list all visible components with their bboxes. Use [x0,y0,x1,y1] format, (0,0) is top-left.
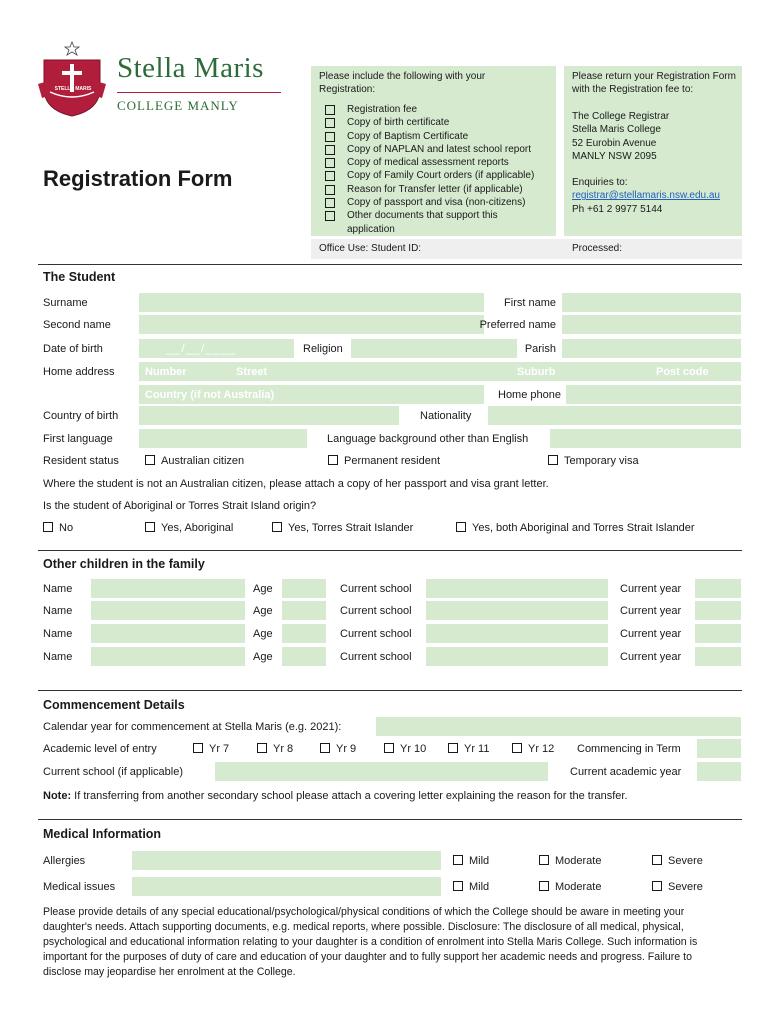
origin-option-both[interactable] [456,522,695,534]
address-number-placeholder: Number [145,366,187,378]
option-label: Yr 9 [336,743,357,755]
address-line: 52 Eurobin Avenue [572,137,657,149]
year-option-10[interactable] [384,743,426,755]
address-suburb-placeholder: Suburb [517,366,556,378]
surname-field[interactable] [139,293,484,312]
child-age-field[interactable] [282,601,326,620]
child-name-label: Name [43,651,73,663]
child-year-label: Current year [620,583,682,595]
checkbox-icon [384,743,394,753]
option-label: Yr 10 [400,743,427,755]
option-label: Yr 8 [273,743,294,755]
year-option-8[interactable] [257,743,293,755]
disclosure-paragraph: Please provide details of any special educational/psychological/physical conditions of which the College should be aware in meeting your daughter's needs. Attach supporting documents, e.g. medical reports, where possible. Disclosure: The disclosure of all medical, physical, psychological and educational information relating to your daughter is a condition of enrolment into Stella Maris College. Such information is important for the purposes of duty of care and education of your daughter and to fully support her academic needs and progress. Failure to disclose may jeopardise her enrolment at the College. [43,906,698,978]
child-name-field[interactable] [91,601,245,620]
option-label: Yr 11 [464,743,490,755]
country-of-birth-label: Country of birth [43,410,119,422]
checkbox-icon [325,171,335,181]
section-title-commencement: Commencement Details [43,698,185,712]
email-link[interactable]: registrar@stellamaris.nsw.edu.au [572,190,720,201]
child-name-label: Name [43,583,73,595]
allergies-field[interactable] [132,851,441,870]
origin-question: Is the student of Aboriginal or Torres Strait Island origin? [43,500,317,512]
checkbox-icon [145,455,155,465]
list-item-label: Reason for Transfer letter (if applicable) [347,183,523,195]
child-age-label: Age [253,583,273,595]
option-label: Moderate [555,881,602,893]
child-age-label: Age [253,605,273,617]
address-postcode-placeholder: Post code [656,366,709,378]
option-label: Yes, Torres Strait Islander [288,522,414,534]
current-school-label: Current school (if applicable) [43,766,184,778]
list-item-label: Copy of NAPLAN and latest school report [347,143,531,155]
child-year-label: Current year [620,605,682,617]
checkbox-icon [652,855,662,865]
include-intro: Please include the following with your Registration: [319,71,486,95]
child-year-label: Current year [620,651,682,663]
child-school-label: Current school [340,583,412,595]
issues-mild-option[interactable] [453,881,489,893]
current-school-field[interactable] [215,762,548,781]
list-item-label: Copy of passport and visa (non-citizens) [347,197,526,209]
child-age-label: Age [253,628,273,640]
child-school-field[interactable] [426,601,608,620]
child-name-field[interactable] [91,624,245,643]
year-option-12[interactable] [512,743,554,755]
address-country-placeholder: Country (if not Australia) [145,389,275,401]
list-item-label: Other documents that support this application [347,210,498,235]
list-item[interactable] [325,209,551,236]
enquiries-label: Enquiries to: [572,177,628,188]
include-list [325,103,551,236]
origin-option-torres[interactable] [272,522,413,534]
child-age-field[interactable] [282,579,326,598]
school-subtitle: COLLEGE MANLY [117,98,239,113]
child-year-field[interactable] [695,579,741,598]
dob-placeholder: __/__/____ [166,341,237,355]
current-academic-year-field[interactable] [697,762,741,781]
calendar-year-field[interactable] [376,717,741,736]
nationality-field[interactable] [488,406,741,425]
checkbox-icon [652,881,662,891]
child-name-label: Name [43,605,73,617]
checkbox-icon [453,881,463,891]
form-title: Registration Form [43,166,233,191]
list-item-label: Copy of Baptism Certificate [347,130,469,142]
checkbox-icon [539,855,549,865]
dob-label: Date of birth [43,343,103,355]
office-student-id-label: Office Use: Student ID: [319,243,422,254]
option-label: Yr 7 [209,743,230,755]
religion-field[interactable] [351,339,517,358]
option-label: Mild [469,881,490,893]
checkbox-icon [453,855,463,865]
child-school-label: Current school [340,605,412,617]
checkbox-icon [325,132,335,142]
year-option-11[interactable] [448,743,489,755]
return-address [572,110,669,163]
parish-label: Parish [524,343,556,355]
issues-moderate-option[interactable] [539,881,601,893]
checkbox-icon [145,522,155,532]
divider [38,819,742,820]
child-school-field[interactable] [426,579,608,598]
child-year-field[interactable] [695,601,741,620]
option-label: Yes, Aboriginal [161,522,234,534]
second-name-field[interactable] [139,315,484,334]
checkbox-icon [328,455,338,465]
address-street-placeholder: Street [236,366,268,378]
child-name-label: Name [43,628,73,640]
preferred-name-label: Preferred name [479,319,556,331]
religion-label: Religion [303,343,343,355]
second-name-label: Second name [43,319,111,331]
list-item-label: Copy of medical assessment reports [347,157,509,169]
checkbox-icon [272,522,282,532]
checkbox-icon [257,743,267,753]
child-school-field[interactable] [426,647,608,666]
option-label: Temporary visa [564,455,639,467]
first-language-field[interactable] [139,429,307,448]
child-year-field[interactable] [695,647,741,666]
option-label: Permanent resident [344,455,440,467]
checkbox-icon [325,158,335,168]
checkbox-icon [456,522,466,532]
transfer-note [43,790,628,802]
checkbox-icon [43,522,53,532]
resident-option-permanent[interactable] [328,455,440,467]
checkbox-icon [193,743,203,753]
origin-option-no[interactable] [43,522,73,534]
option-label: Mild [469,855,490,867]
list-item[interactable] [325,156,551,169]
checkbox-icon [448,743,458,753]
child-age-label: Age [253,651,273,663]
year-option-7[interactable] [193,743,229,755]
resident-option-temporary[interactable] [548,455,639,467]
parish-field[interactable] [562,339,741,358]
origin-option-aboriginal[interactable] [145,522,233,534]
return-box [564,66,742,236]
commencing-term-label: Commencing in Term [577,743,681,755]
divider [38,690,742,691]
return-intro: Please return your Registration Form with the Registration fee to: [572,71,736,95]
child-year-field[interactable] [695,624,741,643]
medical-issues-label: Medical issues [43,881,116,893]
resident-status-label: Resident status [43,455,119,467]
list-item-label: Copy of birth certificate [347,117,450,129]
header-rule [117,92,281,93]
home-address-label: Home address [43,366,115,378]
child-school-label: Current school [340,628,412,640]
address-line-field[interactable] [139,362,741,381]
checkbox-icon [325,105,335,115]
option-label: Severe [668,881,703,893]
passport-note: Where the student is not an Australian citizen, please attach a copy of her passport and visa grant letter. [43,478,549,490]
child-year-label: Current year [620,628,682,640]
option-label: Severe [668,855,703,867]
list-item[interactable] [325,169,551,182]
option-label: Yes, both Aboriginal and Torres Strait Islander [472,522,695,534]
note-bold: Note: [43,790,72,802]
child-school-field[interactable] [426,624,608,643]
child-name-field[interactable] [91,579,245,598]
allergies-mild-option[interactable] [453,855,489,867]
address-line: Stella Maris College [572,124,661,136]
first-name-field[interactable] [562,293,741,312]
current-academic-year-label: Current academic year [570,766,682,778]
list-item[interactable] [325,130,551,143]
child-name-field[interactable] [91,647,245,666]
home-phone-label: Home phone [498,389,561,401]
academic-level-label: Academic level of entry [43,743,157,755]
office-processed-label: Processed: [572,243,623,254]
list-item[interactable] [325,103,551,116]
child-age-field[interactable] [282,624,326,643]
first-name-label: First name [504,297,556,309]
list-item-label: Copy of Family Court orders (if applicable) [347,170,535,182]
section-title-children: Other children in the family [43,557,205,571]
surname-label: Surname [43,297,88,309]
language-background-label: Language background other than English [327,433,529,445]
crest-motto: STELLA MARIS [54,86,92,92]
preferred-name-field[interactable] [562,315,741,334]
home-phone-field[interactable] [566,385,741,404]
list-item[interactable] [325,116,551,129]
option-label: No [59,522,74,534]
list-item[interactable] [325,196,551,209]
country-of-birth-field[interactable] [139,406,399,425]
year-option-9[interactable] [320,743,356,755]
child-school-label: Current school [340,651,412,663]
checkbox-icon [325,185,335,195]
checkbox-icon [325,118,335,128]
phone-number: Ph +61 2 9977 5144 [572,204,663,215]
checkbox-icon [325,211,335,221]
option-label: Moderate [555,855,602,867]
checkbox-icon [548,455,558,465]
language-background-field[interactable] [550,429,741,448]
divider [38,264,742,265]
medical-issues-field[interactable] [132,877,441,896]
checkbox-icon [512,743,522,753]
option-label: Yr 12 [528,743,555,755]
resident-option-citizen[interactable] [145,455,244,467]
section-title-medical: Medical Information [43,827,162,841]
allergies-moderate-option[interactable] [539,855,601,867]
checkbox-icon [320,743,330,753]
school-crest [36,40,108,118]
note-text: If transferring from another secondary school please attach a covering letter explaining the reason for the transfer. [71,790,628,802]
school-name: Stella Maris [117,52,264,84]
commencing-term-field[interactable] [697,739,741,758]
calendar-year-label: Calendar year for commencement at Stella Maris (e.g. 2021): [43,721,342,733]
first-language-label: First language [43,433,113,445]
include-box [311,66,556,236]
list-item[interactable] [325,183,551,196]
child-age-field[interactable] [282,647,326,666]
section-title-student: The Student [43,270,116,284]
issues-severe-option[interactable] [652,881,703,893]
list-item-label: Registration fee [347,104,418,115]
option-label: Australian citizen [161,455,245,467]
checkbox-icon [539,881,549,891]
nationality-label: Nationality [420,410,472,422]
allergies-severe-option[interactable] [652,855,703,867]
checkbox-icon [325,145,335,155]
divider [38,550,742,551]
checkbox-icon [325,198,335,208]
list-item[interactable] [325,143,551,156]
address-line: The College Registrar [572,111,670,122]
allergies-label: Allergies [43,855,86,867]
address-line: MANLY NSW 2095 [572,150,657,162]
